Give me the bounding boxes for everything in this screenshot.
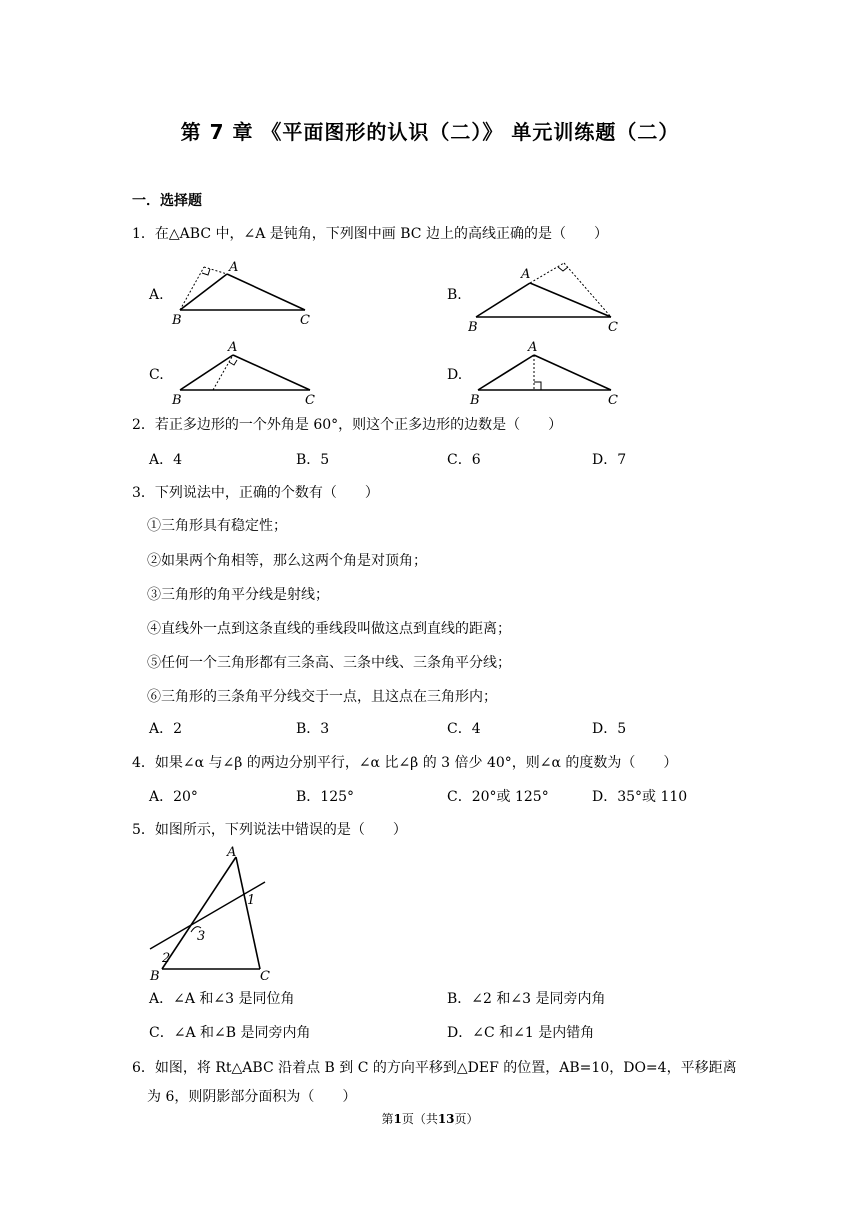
footer-mid: 页（共 [401,1112,438,1126]
q1d-point-a: A [528,340,538,355]
q1-option-c-label: C. [149,367,164,383]
q4-option-c: C．20°或 125° [447,789,549,805]
q1-figure-b [468,255,628,335]
q2-option-b: B．5 [296,452,330,468]
q3-option-a: A．2 [149,721,183,737]
q1c-point-a: A [228,340,238,355]
q5-figure [140,842,280,982]
footer-suffix: 页） [454,1112,479,1126]
q3-statement-3: ③三角形的角平分线是射线； [147,587,329,603]
q5-angle-1: 1 [247,893,256,908]
q5-option-c: C．∠A 和∠B 是同旁内角 [149,1025,311,1041]
question-5-stem: 5．如图所示，下列说法中错误的是（ ） [132,822,407,838]
q3-option-b: B．3 [296,721,330,737]
q1d-point-c: C [608,393,618,408]
q1b-point-a: A [521,267,531,282]
footer-total-pages: 13 [437,1112,455,1126]
q2-option-a: A．4 [149,452,183,468]
q1c-point-c: C [305,393,315,408]
q1a-point-b: B [172,313,182,328]
page-title: 第 7 章 《平面图形的认识（二）》 单元训练题（二） [180,120,680,144]
q5-point-c: C [260,969,270,982]
q5-option-d: D．∠C 和∠1 是内错角 [447,1025,595,1041]
q1d-point-b: B [470,393,480,408]
q3-statement-1: ①三角形具有稳定性； [147,518,287,534]
q3-option-d: D．5 [592,721,627,737]
question-6-stem-line-2: 为 6，则阴影部分面积为（ ） [147,1089,357,1105]
question-4-stem: 4．如果∠α 与∠β 的两边分别平行，∠α 比∠β 的 3 倍少 40°，则∠α 的度数为（ ） [132,755,678,771]
q5-option-a: A．∠A 和∠3 是同位角 [149,991,295,1007]
question-3-stem: 3．下列说法中，正确的个数有（ ） [132,485,379,501]
q4-option-a: A．20° [149,789,198,805]
q5-angle-2: 2 [162,951,171,966]
q3-statement-6: ⑥三角形的三条角平分线交于一点，且这点在三角形内； [147,689,497,705]
q1-figure-c [170,338,320,408]
q5-point-a: A [227,845,237,860]
q4-option-b: B．125° [296,789,355,805]
q5-option-b: B．∠2 和∠3 是同旁内角 [447,991,606,1007]
q3-statement-4: ④直线外一点到这条直线的垂线段叫做这点到直线的距离； [147,621,511,637]
page-footer [0,1110,860,1127]
q5-point-b: B [150,969,160,982]
footer-prefix: 第 [381,1112,394,1126]
q5-angle-3: 3 [197,929,206,944]
q3-statement-2: ②如果两个角相等，那么这两个角是对顶角； [147,553,427,569]
section-heading: 一．选择题 [132,193,202,209]
q1c-point-b: B [172,393,182,408]
q3-statement-5: ⑤任何一个三角形都有三条高、三条中线、三条角平分线； [147,655,511,671]
question-1-stem: 1．在△ABC 中，∠A 是钝角，下列图中画 BC 边上的高线正确的是（ ） [132,226,608,242]
question-6-stem-line-1: 6．如图，将 Rt△ABC 沿着点 B 到 C 的方向平移到△DEF 的位置，AB=10，DO=4，平移距离 [132,1060,737,1076]
q1-figure-d [468,338,628,408]
q2-option-d: D．7 [592,452,627,468]
q1-option-a-label: A. [149,287,164,303]
q1b-point-b: B [468,320,478,335]
q1a-point-c: C [300,313,310,328]
q1-option-d-label: D. [447,367,463,383]
q4-option-d: D．35°或 110 [592,789,688,805]
footer-page-number: 1 [393,1112,402,1126]
q1b-point-c: C [608,320,618,335]
q2-option-c: C．6 [447,452,481,468]
q3-option-c: C．4 [447,721,481,737]
q1-option-b-label: B. [447,287,462,303]
q1a-point-a: A [229,260,239,275]
question-2-stem: 2．若正多边形的一个外角是 60°，则这个正多边形的边数是（ ） [132,417,563,433]
q1-figure-a [170,258,320,328]
